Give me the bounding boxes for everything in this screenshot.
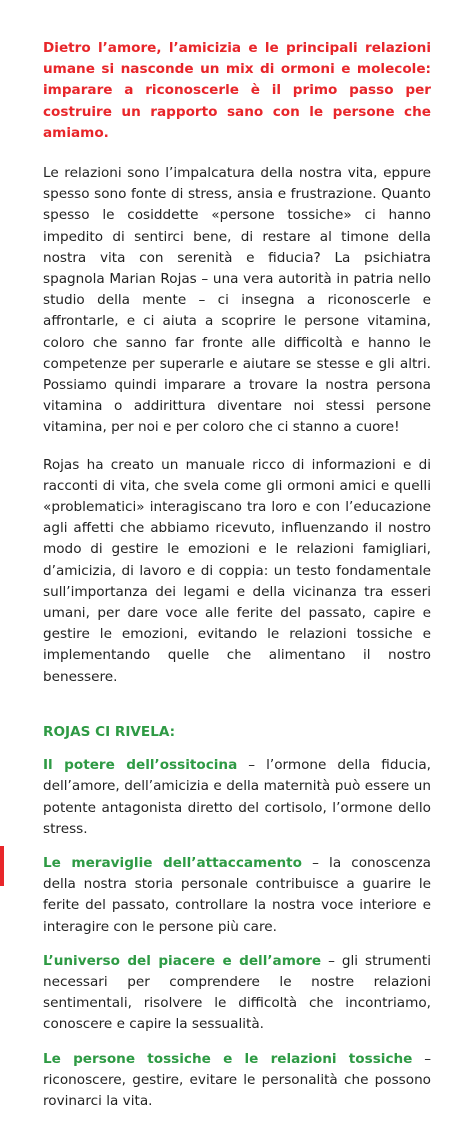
highlight-item <box>43 951 431 1036</box>
highlight-item-title: L’universo del piacere e dell’amore <box>43 952 322 969</box>
highlight-item-text: – gli strumenti necessari per comprendere le nostre relazioni sentimentali, risolvere le difficoltà che incontriamo, conoscere e capire la sessualità. <box>43 952 431 1033</box>
intro-blurb: Dietro l’amore, l’amicizia e le principali relazioni umane si nasconde un mix di ormoni e molecole: imparare a riconoscerle è il primo passo per costruire un rapporto sano con le persone che amiamo. <box>43 40 431 141</box>
highlight-item-title: Il potere dell’ossitocina <box>43 757 238 774</box>
body-paragraph-2: Rojas ha creato un manuale ricco di informazioni e di racconti di vita, che svela come gli ormoni amici e quelli «problematici» interagiscano tra loro e con l’educazione agli affetti che abbiamo ricevuto, influenzando il nostro modo di gestire le emozioni e le relazioni famigliari, d’amicizia, di lavoro e di coppia: un testo fondamentale sull’importanza dei legami e della vicinanza tra esseri umani, per dare voce alle ferite del passato, capire e gestire le emozioni, evitando le relazioni tossiche e implementando quelle che alimentano il nostro benessere. <box>43 456 431 685</box>
highlight-item-title: Le meraviglie dell’attaccamento <box>43 854 302 871</box>
highlight-item <box>43 1049 431 1113</box>
highlight-item-text: – l’ormone della fiducia, dell’amore, dell’amicizia e della maternità può essere un potente antagonista diretto del cortisolo, l’ormone dello stress. <box>43 757 432 837</box>
highlight-item-title: Le persone tossiche e le relazioni tossiche <box>43 1050 413 1067</box>
highlight-item <box>43 755 431 840</box>
highlight-item-text: – la conoscenza della nostra storia personale contribuisce a guarire le ferite del passato, controllare la nostra voce interiore e interagire con le persone più care. <box>43 854 431 935</box>
body-paragraph-1: Le relazioni sono l’impalcatura della nostra vita, eppure spesso sono fonte di stress, ansia e frustrazione. Quanto spesso le cosiddette «persone tossiche» ci hanno impedito di sentirci bene, di restare al timone della nostra vita con serenità e fiducia? La psichiatra spagnola Marian Rojas – una vera autorità in patria nello studio della mente – ci insegna a riconoscerle e affrontarle, e ci aiuta a scoprire le persone vitamina, coloro che sanno far fronte alle difficoltà e hanno le competenze per superarle e aiutare se stesse e gli altri. Possiamo quindi imparare a trovare la nostra persona vitamina o addirittura diventare noi stessi persone vitamina, per noi e per coloro che ci stanno a cuore! <box>43 165 431 436</box>
back-cover-text <box>43 38 431 1125</box>
page-edge-mark <box>0 846 4 886</box>
highlight-item <box>43 853 431 938</box>
section-title: ROJAS CI RIVELA: <box>43 723 176 740</box>
highlight-item-text: – riconoscere, gestire, evitare le personalità che possono rovinarci la vita. <box>43 1050 431 1109</box>
